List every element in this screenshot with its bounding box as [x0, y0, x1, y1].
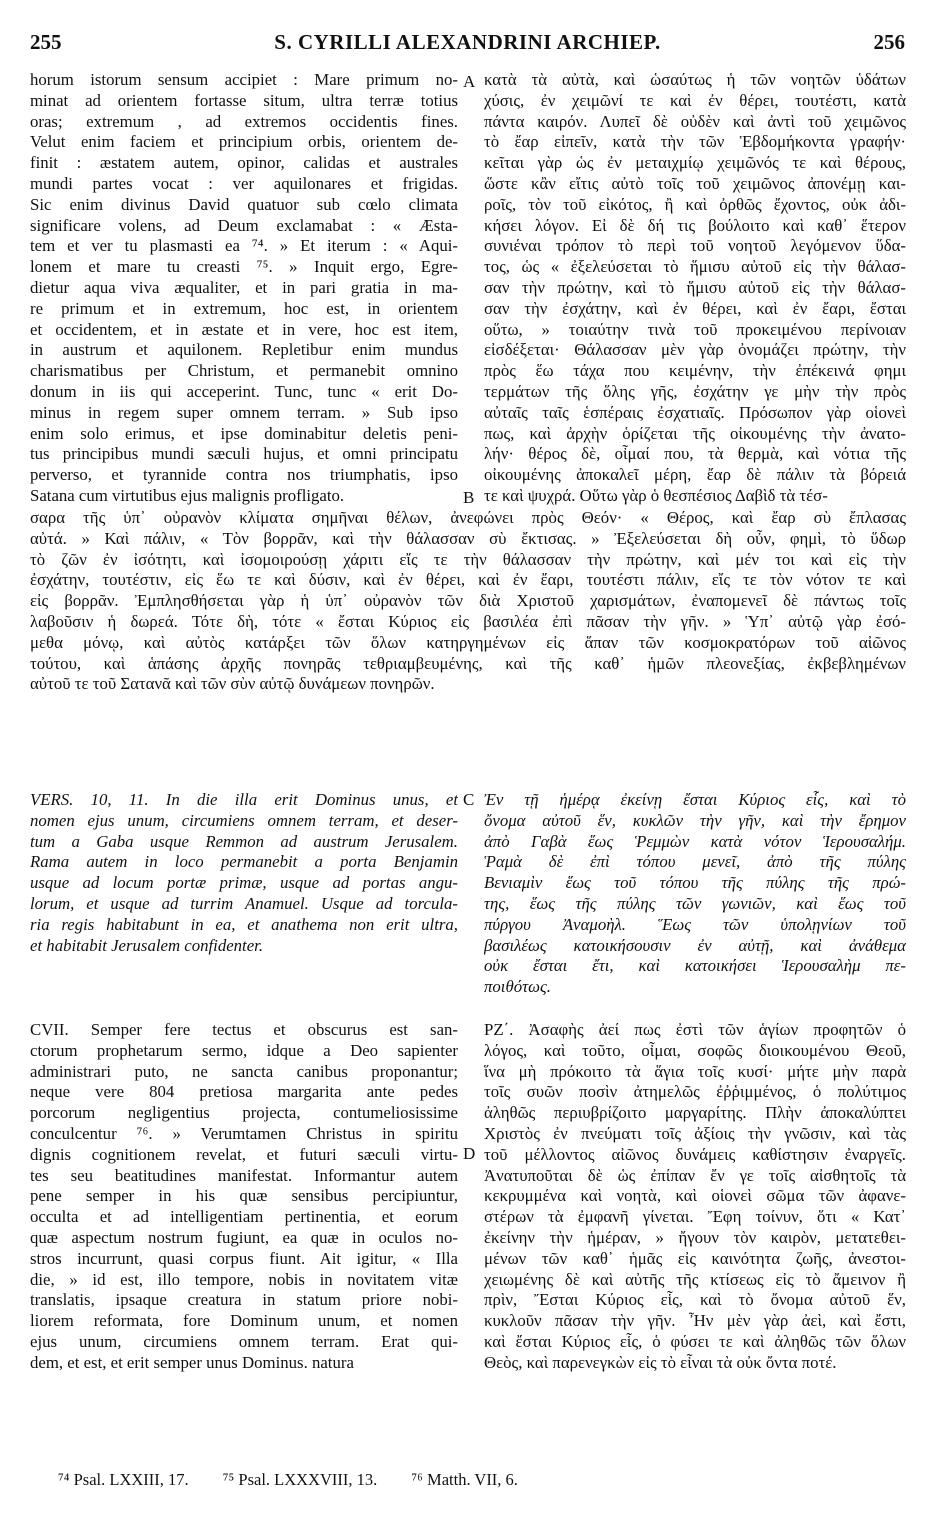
greek-line: τοῖς συῶν ποσὶν ἀτημελῶς ἐῤῥιμμένος, ὁ πολύτιμος: [484, 1082, 906, 1102]
greek-line: ὥστε κἂν εἴτις αὐτὸ τοῖς τοῦ χειμῶνος ἀπονέμῃ και-: [484, 173, 906, 193]
running-title: S. CYRILLI ALEXANDRINI ARCHIEP.: [274, 30, 661, 54]
greek-line: τοῦ μέλλοντος αἰῶνος δυνάμεις καθίστησιν ἐναργεῖς.: [484, 1144, 906, 1164]
page-number-left: 255: [30, 30, 62, 54]
latin-line: Sic enim divinus David quatuor sub cœlo climata: [30, 194, 458, 214]
footnote-74: ⁷⁴ Psal. LXXIII, 17.: [58, 1470, 189, 1489]
latin-line: quæ aspectum nostrum fugiunt, ea quæ in oculos no-: [30, 1227, 458, 1247]
latin-line: dem, et est, et erit semper unus Dominus. natura: [30, 1352, 354, 1372]
footnotes: [58, 1470, 548, 1490]
latin-line: enim solo erimus, et ipse dominabitur deletis peni-: [30, 423, 458, 443]
greek-full-line: λαβοῦσιν ἡ δωρεά. Τότε δὴ, τότε « ἔσται Κύριος εἰς βασιλέα ἐπὶ πᾶσαν τὴν γῆν. » Ὑπ᾽ αὐτῷ γὰρ ἐσό-: [30, 611, 906, 631]
greek-line: πρὶν, Ἔσται Κύριος εἷς, καὶ τὸ ὄνομα αὐτοῦ ἕν,: [484, 1290, 906, 1310]
greek-line: κήσει λόγον. Εἰ δὲ δή τις βούλοιτο καὶ καθ᾽ ἕτερον: [484, 215, 906, 235]
latin-line: tem et ver tu plasmasti ea ⁷⁴. » Et iterum : « Aqui-: [30, 236, 458, 256]
latin-verse-line: nomen ejus unum, circumiens omnem terram, et deser-: [30, 810, 458, 830]
latin-line: Satana cum virtutibus ejus malignis profligato.: [30, 485, 345, 505]
section-marker-a: A: [463, 72, 476, 91]
latin-line: re primum et in extremum, hoc est, in orientem: [30, 298, 458, 318]
latin-line: translatis, ipsaque creatura in statum priore nobi-: [30, 1290, 458, 1310]
greek-line: χύσις, ἐν χειμῶνί τε καὶ ἐν θέρει, τουτέστι, κατὰ: [484, 90, 906, 110]
latin-line: finit : æstatem autem, opinor, calidas et australes: [30, 153, 458, 173]
greek-verse-line: ὄνομα αὐτοῦ ἕν, κυκλῶν τὴν γῆν, καὶ τὴν ἔρημον: [484, 810, 906, 830]
latin-line: dietur aqua viva æqualiter, et in pari gratia in ma-: [30, 277, 458, 297]
greek-line: κατὰ τὰ αὐτὰ, καὶ ὡσαύτως ἡ τῶν νοητῶν ὑδάτων: [484, 70, 906, 89]
latin-column-bottom: [30, 1020, 458, 1374]
greek-line: λόγος, καὶ τοῦτο, οἶμαι, σοφῶς διοικουμένου Θεοῦ,: [484, 1040, 906, 1060]
greek-line: σαν τὴν πρώτην, καὶ τὸ ἥμισυ αὐτοῦ εἰς τὴν θάλασ-: [484, 277, 906, 297]
greek-line: τερμάτων τῆς ὅλης γῆς, ἐσχάτην γε μὴν τὴν πρὸς: [484, 381, 906, 401]
greek-column-top: [484, 70, 906, 507]
latin-verse-line: lorum, et usque ad turrim Anamuel. Usque ad torcula-: [30, 893, 458, 913]
greek-full-line: τὸ ζῶν ἐν ἰσότητι, καὶ ἰσομοιρούσῃ χάριτι εἴς τε τὴν θάλασσαν τὴν πρώτην, καὶ μέν τοι καὶ εἰς τὴν: [30, 549, 906, 569]
greek-line: αὐταῖς ταῖς ἑσπέραις ἐσχατιαῖς. Πρόσωπον γὰρ οἱονεὶ: [484, 402, 906, 422]
latin-line: tus principibus mundi sæculi hujus, et omni principatu: [30, 444, 458, 464]
latin-line: porcorum negligentius projecta, contumeliosissime: [30, 1103, 458, 1123]
latin-line: perverso, et tyrannide contra nos triumphatis, ipso: [30, 465, 458, 485]
greek-verse-line: Βενιαμὶν ἕως τοῦ τόπου τῆς πύλης τῆς πρώ-: [484, 873, 906, 893]
greek-full-line: μεθα μόνῳ, καὶ αὐτὸς κατάρξει τῶν ὅλων κατηργημένων εἰς ἅπαν τῶν κοσμοκρατόρων τοῦ αἰῶνος: [30, 632, 906, 652]
latin-line: minat ad orientem fortasse situm, ultra terræ totius: [30, 90, 458, 110]
greek-full-width: [30, 508, 906, 695]
greek-full-line: ἐσχάτην, τουτέστιν, εἰς ἕω τε καὶ δύσιν, καὶ ἐν θέρει, καὶ ἐν ἔαρι, τουτέστι πάλιν, εἴς τε τὸν νότον τε καὶ: [30, 570, 906, 590]
greek-line: τος, ὡς « ἐξελεύσεται τὸ ἥμισυ αὐτοῦ εἰς τὴν θάλασ-: [484, 257, 906, 277]
greek-full-line: αὐτά. » Καὶ πάλιν, « Τὸν βορρᾶν, καὶ τὴν θάλασσαν σὺ ἔκτισας. » Ἐξελεύσεται δὴ οὖν, φημὶ, τὸ ὕδωρ: [30, 528, 906, 548]
greek-verse-line: ἀπὸ Γαβὰ ἕως Ῥεμμὼν κατὰ νότον Ἱερουσαλήμ.: [484, 831, 906, 851]
latin-column-top: [30, 70, 458, 507]
greek-full-line: αὐτοῦ τε τοῦ Σατανᾶ καὶ τῶν σὺν αὐτῷ δυνάμεων πονηρῶν.: [30, 674, 435, 694]
greek-line: σαν τὴν ἐσχάτην, καὶ ἐν θέρει, καὶ ἐν ἔαρι, ἔσται: [484, 298, 906, 318]
latin-line: minus in regem super omnem terram. » Sub ipso: [30, 402, 458, 422]
greek-verse-line: ποιθότως.: [484, 977, 551, 997]
latin-line: oras; extremum , ad extremos occidentis fines.: [30, 111, 458, 131]
greek-line: λήν· θέρος δὲ, οἶμαί που, τὰ θερμὰ, καὶ νότια τῆς: [484, 444, 906, 464]
greek-line: Θεὸς, καὶ παρενεγκὼν εἰς τὸ εἶναι τὰ οὐκ ὄντα ποτέ.: [484, 1352, 837, 1372]
latin-line: tes seu beatitudines manifestat. Informantur autem: [30, 1165, 458, 1185]
latin-line: stros incurrunt, quasi corpus fiunt. Ait igitur, « Illa: [30, 1248, 458, 1268]
greek-line: εἰσδέξεται· Θάλασσαν μὲν γὰρ ὀνομάζει πρώτην, τὴν: [484, 340, 906, 360]
latin-line: CVII. Semper fere tectus et obscurus est san-: [30, 1020, 458, 1039]
latin-verse-line: usque ad locum portæ primæ, usque ad portas angu-: [30, 873, 458, 893]
greek-line: τε καὶ ψυχρά. Οὕτω γὰρ ὁ θεσπέσιος Δαβὶδ τὰ τέσ-: [484, 485, 828, 505]
latin-verse-line: Rama autem in loco permanebit a porta Benjamin: [30, 852, 458, 872]
latin-line: ejus unum, circumiens omnem terram. Erat qui-: [30, 1331, 458, 1351]
latin-line: pene semper in his quæ sensibus percipiuntur,: [30, 1186, 458, 1206]
greek-line: πρὸς ἕω τάχα που κειμένην, τὴν ἐπέκεινά φημι: [484, 361, 906, 381]
greek-verse-line: βασιλέως κατοικήσουσιν ἐν αὐτῇ, καὶ ἀνάθεμα: [484, 935, 906, 955]
greek-line: ἐκείνην τὴν ἡμέραν, » ἤγουν τὸν καιρὸν, μετατεθει-: [484, 1227, 906, 1247]
greek-full-line: σαρα τῆς ὑπ᾽ οὐρανὸν κλίματα σημῆναι θέλων, ἀνεφώνει πρὸς Θεόν· « Θέρος, καὶ ἔαρ σὺ ἔπλασας: [30, 508, 906, 527]
page-number-right: 256: [873, 30, 905, 54]
section-marker-c: C: [463, 790, 475, 809]
greek-line: χειωμένης δὲ καὶ αὐτῆς τῆς κτίσεως εἰς τὸ ἄμεινον ἢ: [484, 1269, 906, 1289]
greek-line: μένων τῶν καθ᾽ ἡμᾶς εἰς καινότητα ζωῆς, ἀνεστοι-: [484, 1248, 906, 1268]
latin-line: ctorum prophetarum sermo, idque a Deo sapienter: [30, 1040, 458, 1060]
latin-verse-line: tum a Gaba usque Remmon ad austrum Jerusalem.: [30, 831, 458, 851]
greek-line: τὸ ἔαρ εἰπεῖν, κατὰ τὴν τῶν Ἑβδομήκοντα γραφήν·: [484, 132, 906, 152]
greek-line: οὕτω, » τοιαύτην τινὰ τοῦ προκειμένου περίνοιαν: [484, 319, 906, 339]
latin-verse-block: [30, 790, 458, 956]
footnote-75: ⁷⁵ Psal. LXXXVIII, 13.: [222, 1470, 378, 1489]
greek-line: καὶ ἔσται Κύριος εἷς, ὁ φύσει τε καὶ ἀληθῶς τῶν ὅλων: [484, 1331, 906, 1351]
greek-verse-line: πύργου Ἀναμοὴλ. Ἕως τῶν ὑπολῃνίων τοῦ: [484, 914, 906, 934]
greek-line: ΡΖ΄. Ἀσαφὴς ἀεί πως ἐστὶ τῶν ἁγίων προφητῶν ὁ: [484, 1020, 906, 1039]
greek-verse-line: της, ἕως τῆς πύλης τῶν γωνιῶν, καὶ ἕως τοῦ: [484, 893, 906, 913]
greek-line: ἵνα μὴ πρόκοιτο τὰ ἅγια τοῖς κυσί· μήτε μὴν παρὰ: [484, 1061, 906, 1081]
greek-line: ροῖς, τὸν τοῦ εἰκότος, ἢ καὶ ὀρθῶς ἔχοντος, οὐκ ἀδι-: [484, 194, 906, 214]
greek-line: πως, καὶ ἀρχὴν ὁρίζεται τῆς οἰκουμένης τὴν ἀνατο-: [484, 423, 906, 443]
greek-full-line: εἰς βορρᾶν. Ἐμπλησθήσεται γὰρ ἡ ὑπ᾽ οὐρανὸν τῶν διὰ Χριστοῦ χαρισμάτων, ἐναπομενεῖ δὲ πάντως τοῖς: [30, 591, 906, 611]
latin-line: occulta et ad intelligentiam pertinentia, et eorum: [30, 1207, 458, 1227]
latin-line: neque vere 804 pretiosa margarita ante pedes: [30, 1082, 458, 1102]
latin-verse-line: VERS. 10, 11. In die illa erit Dominus unus, et: [30, 790, 458, 809]
greek-verse-line: Ῥαμὰ δὲ ἐπὶ τόπου μενεῖ, ἀπὸ τῆς πύλης: [484, 852, 906, 872]
greek-line: Ἀνατυποῦται δὲ ὡς ἐπίπαν ἔν γε τοῖς αἰσθητοῖς τὰ: [484, 1165, 906, 1185]
latin-verse-line: ria regis habitabunt in ea, et anathema non erit ultra,: [30, 914, 458, 934]
latin-line: administrari puto, ne sancta canibus proponantur;: [30, 1061, 458, 1081]
greek-full-line: τούτου, καὶ ἁπάσης ἀρχῆς πονηρᾶς τεθριαμβευμένης, καὶ τῆς καθ᾽ ἡμῶν πλεονεξίας, ἐκβεβλημένων: [30, 653, 906, 673]
greek-line: κυκλοῦν πᾶσαν τὴν γῆν. Ἦν μὲν γὰρ ἀεὶ, καὶ ἔστι,: [484, 1311, 906, 1331]
latin-line: horum istorum sensum accipiet : Mare primum no-: [30, 70, 458, 89]
greek-line: πάντα καιρόν. Λυπεῖ δὲ οὐδὲν καὶ ἀντὶ τοῦ χειμῶνος: [484, 111, 906, 131]
greek-line: οἰκουμένης ἀποκαλεῖ μέρη, ἔαρ δὲ πάλιν τὰ βόρειά: [484, 465, 906, 485]
latin-line: mundi partes vocat : ver aquilonares et frigidas.: [30, 173, 458, 193]
latin-line: charismatibus per Christum, et permanebit omnino: [30, 361, 458, 381]
section-marker-d: D: [463, 1144, 476, 1163]
latin-line: liorem reformata, fore Dominum unum, et nomen: [30, 1311, 458, 1331]
latin-line: significare volens, ad Deum exclamabat : « Æsta-: [30, 215, 458, 235]
greek-line: κεκρυμμένα καὶ νοητὰ, καὶ οἱονεὶ σῶμα τῶν ἀφανε-: [484, 1186, 906, 1206]
footnote-76: ⁷⁶ Matth. VII, 6.: [411, 1470, 518, 1489]
greek-line: ἀληθῶς περιυβρίζοιτο μαργαρίτης. Πλὴν ἀποκαλύπτει: [484, 1103, 906, 1123]
latin-line: conculcentur ⁷⁶. » Verumtamen Christus in spiritu: [30, 1123, 458, 1143]
greek-line: στέρων τὰ ἐμφανῆ γίνεται. Ἔφη τοίνυν, ὅτι « Κατ᾽: [484, 1207, 906, 1227]
greek-line: συνιέναι τρόπον τὸ περὶ τοῦ νοητοῦ λεγόμενον ὕδα-: [484, 236, 906, 256]
latin-line: lonem et mare tu creasti ⁷⁵. » Inquit ergo, Egre-: [30, 257, 458, 277]
latin-line: donum in iis qui acceperint. Tunc, tunc « erit Do-: [30, 381, 458, 401]
latin-verse-line: et habitabit Jerusalem confidenter.: [30, 935, 264, 955]
greek-column-bottom: [484, 1020, 906, 1374]
latin-line: Velut enim faciem et principium orbis, orientem de-: [30, 132, 458, 152]
greek-line: Χριστὸς ἐν πνεύματι τοῖς ἀξίοις τὴν γνῶσιν, καὶ τὰς: [484, 1123, 906, 1143]
latin-line: die, » id est, illo tempore, nobis in novitatem vitæ: [30, 1269, 458, 1289]
greek-verse-line: οὐκ ἔσται ἔτι, καὶ κατοικήσει Ἱερουσαλὴμ πε-: [484, 956, 906, 976]
latin-line: dignis cognitionem revelat, et futuri sæculi virtu-: [30, 1144, 458, 1164]
greek-verse-line: Ἐν τῇ ἡμέρᾳ ἐκείνῃ ἔσται Κύριος εἷς, καὶ τὸ: [484, 790, 906, 809]
latin-line: et occidentem, et in æstate et in vere, hoc est item,: [30, 319, 458, 339]
greek-line: κεῖται γὰρ ὡς ἐν μεταιχμίῳ χειμῶνός τε καὶ θέρους,: [484, 153, 906, 173]
section-marker-b: B: [463, 488, 475, 507]
greek-verse-block: [484, 790, 906, 998]
latin-line: in austrum et aquilonem. Repletibur enim mundus: [30, 340, 458, 360]
page-header: [30, 30, 905, 62]
